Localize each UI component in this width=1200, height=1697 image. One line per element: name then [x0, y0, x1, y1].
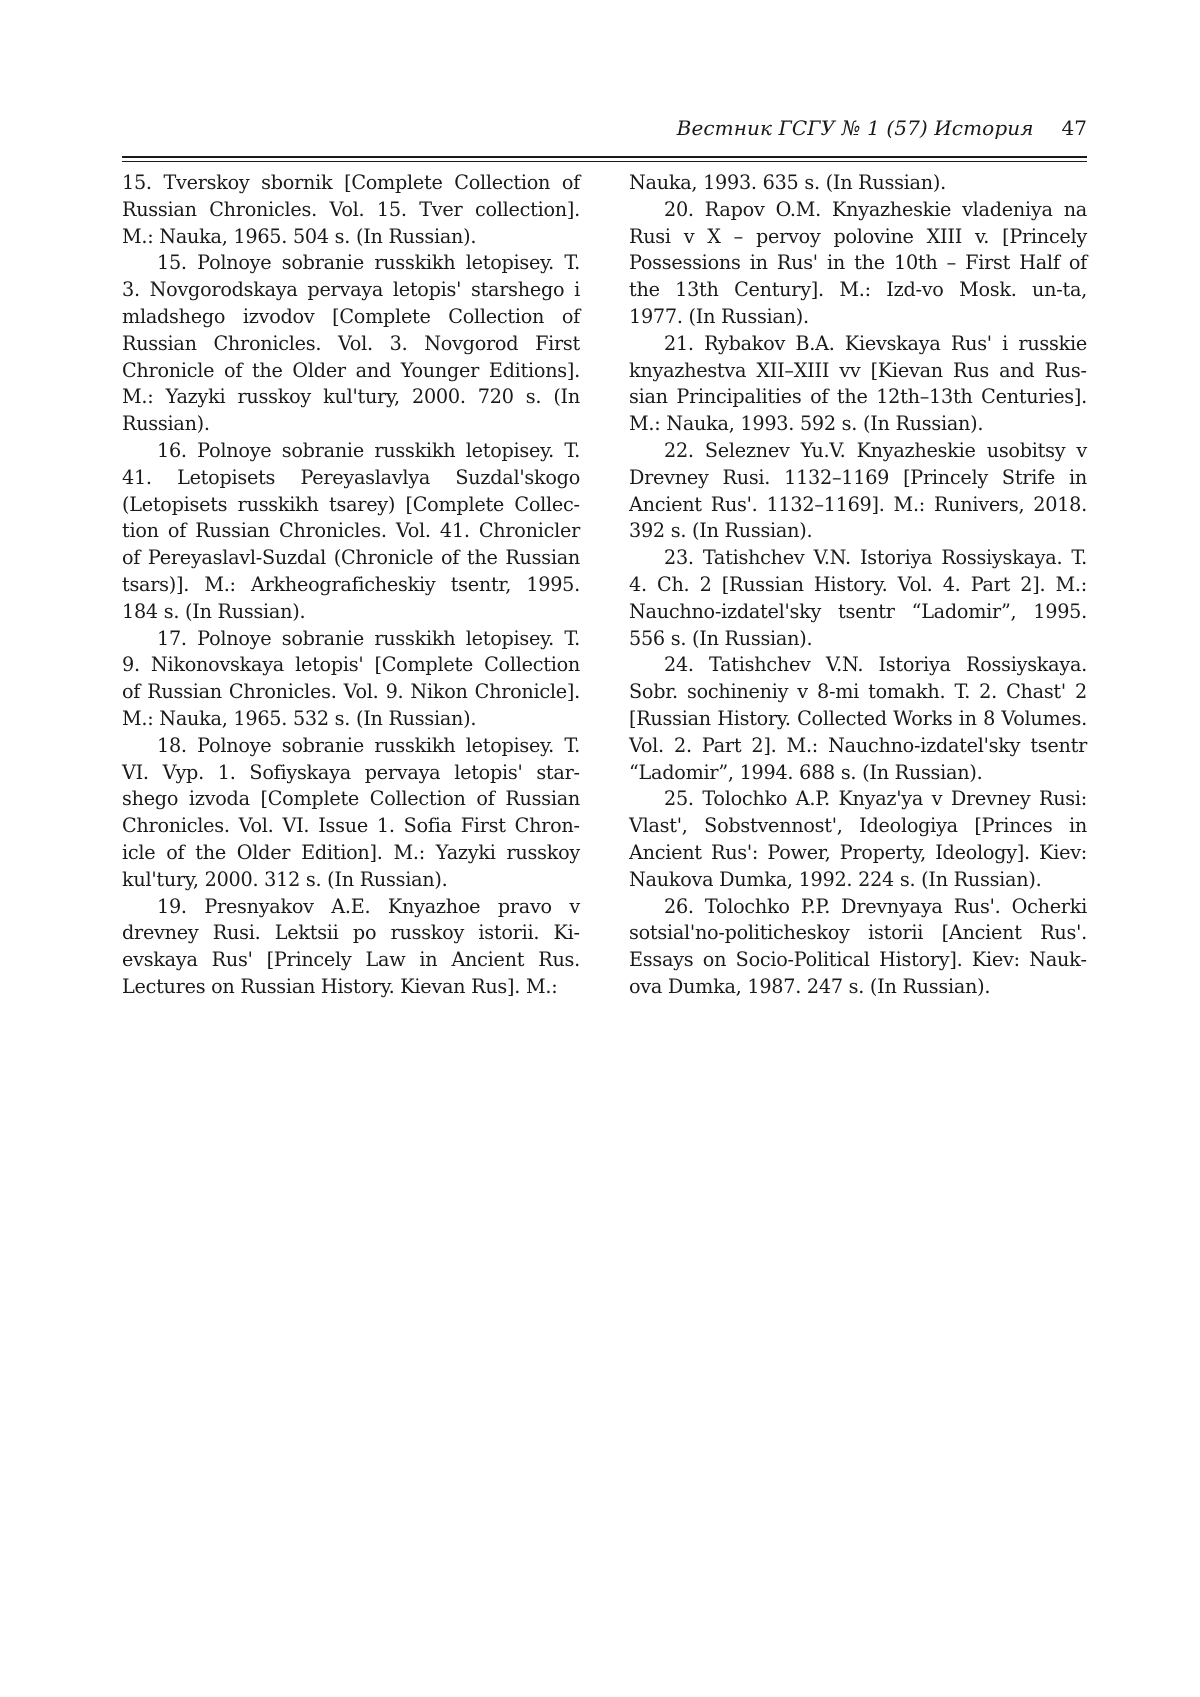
page-number: 47: [1061, 116, 1087, 140]
left-column: [122, 170, 580, 1001]
reference-item: 25. Tolochko A.P. Knyaz'ya v Drevney Rusi: Vlast', Sobstvennost', Ideologiya [Princes in Ancient Rus': Power, Property, Ideology]. Kiev: Naukova Dumka, 1992. 224 s. (In Russian).: [629, 787, 1087, 891]
reference-item: 18. Polnoye sobranie russkikh letopisey. T. VI. Vyp. 1. Sofiyskaya pervaya letopis' starshego izvoda [Complete Collection of Russian Chronicles. Vol. VI. Issue 1. Sofia First Chronicle of the Older Edition]. M.: Yazyki russkoy kul'tury, 2000. 312 s. (In Russian).: [122, 733, 580, 891]
journal-title: Вестник ГСГУ № 1 (57) История: [676, 116, 1034, 140]
reference-item: 16. Polnoye sobranie russkikh letopisey. T. 41. Letopisets Pereyaslavlya Suzdal'skogo (Letopisets russkikh tsarey) [Complete Collection of Russian Chronicles. Vol. 41. Chronicler of Pereyaslavl-Suzdal (Chronicle of the Russian tsars)]. M.: Arkheograficheskiy tsentr, 1995. 184 s. (In Russian).: [122, 438, 580, 623]
reference-item: 26. Tolochko P.P. Drevnyaya Rus'. Ocherki sotsial'no-politicheskoy istorii [Ancient Rus'. Essays on Socio-Political History]. Kiev: Naukova Dumka, 1987. 247 s. (In Russian).: [629, 894, 1087, 998]
header-rule: [122, 156, 1087, 158]
reference-item: 15. Tverskoy sbornik [Complete Collection of Russian Chronicles. Vol. 15. Tver collection]. M.: Nauka, 1965. 504 s. (In Russian).: [122, 171, 580, 248]
header-rule-thin: [122, 161, 1087, 162]
reference-item: 17. Polnoye sobranie russkikh letopisey. T. 9. Nikonovskaya letopis' [Complete Collection of Russian Chronicles. Vol. 9. Nikon Chronicle]. M.: Nauka, 1965. 532 s. (In Russian).: [122, 626, 580, 730]
running-header: [122, 116, 1087, 148]
reference-item: 20. Rapov O.M. Knyazheskie vladeniya na Rusi v X – pervoy polovine XIII v. [Princely Possessions in Rus' in the 10th – First Half of the 13th Century]. M.: Izd-vo Mosk. un-ta, 1977. (In Russian).: [629, 197, 1087, 328]
reference-item: 19. Presnyakov A.E. Knyazhoe pravo v drevney Rusi. Lektsii po russkoy istorii. Kievskaya Rus' [Princely Law in Ancient Rus. Lectures on Russian History. Kievan Rus]. M.:: [122, 894, 580, 998]
reference-item: Nauka, 1993. 635 s. (In Russian).: [629, 171, 946, 194]
reference-item: 21. Rybakov B.A. Kievskaya Rus' i russkie knyazhestva XII–XIII vv [Kievan Rus and Russian Principalities of the 12th–13th Centuries]. M.: Nauka, 1993. 592 s. (In Russian).: [629, 331, 1087, 436]
references-columns: [122, 170, 1087, 1001]
reference-item: 24. Tatishchev V.N. Istoriya Rossiyskaya. Sobr. sochineniy v 8-mi tomakh. T. 2. Chast' 2 [Russian History. Collected Works in 8 Volumes. Vol. 2. Part 2]. M.: Nauchno-izdatel'sky tsentr “Ladomir”, 1994. 688 s. (In Russian).: [629, 653, 1087, 784]
reference-item: 22. Seleznev Yu.V. Knyazheskie usobitsy v Drevney Rusi. 1132–1169 [Princely Strife in Ancient Rus'. 1132–1169]. M.: Runivers, 2018. 392 s. (In Russian).: [629, 438, 1087, 543]
right-column: [629, 170, 1087, 1001]
reference-item: 23. Tatishchev V.N. Istoriya Rossiyskaya. T. 4. Ch. 2 [Russian History. Vol. 4. Part 2]. M.: Nauchno-izdatel'sky tsentr “Ladomir”, 1995. 556 s. (In Russian).: [629, 546, 1087, 650]
reference-item: 15. Polnoye sobranie russkikh letopisey. T. 3. Novgorodskaya pervaya letopis' starshego i mladshego izvodov [Complete Collection of Russian Chronicles. Vol. 3. Novgorod First Chronicle of the Older and Younger Editions]. M.: Yazyki russkoy kul'tury, 2000. 720 s. (In Russian).: [122, 251, 580, 436]
